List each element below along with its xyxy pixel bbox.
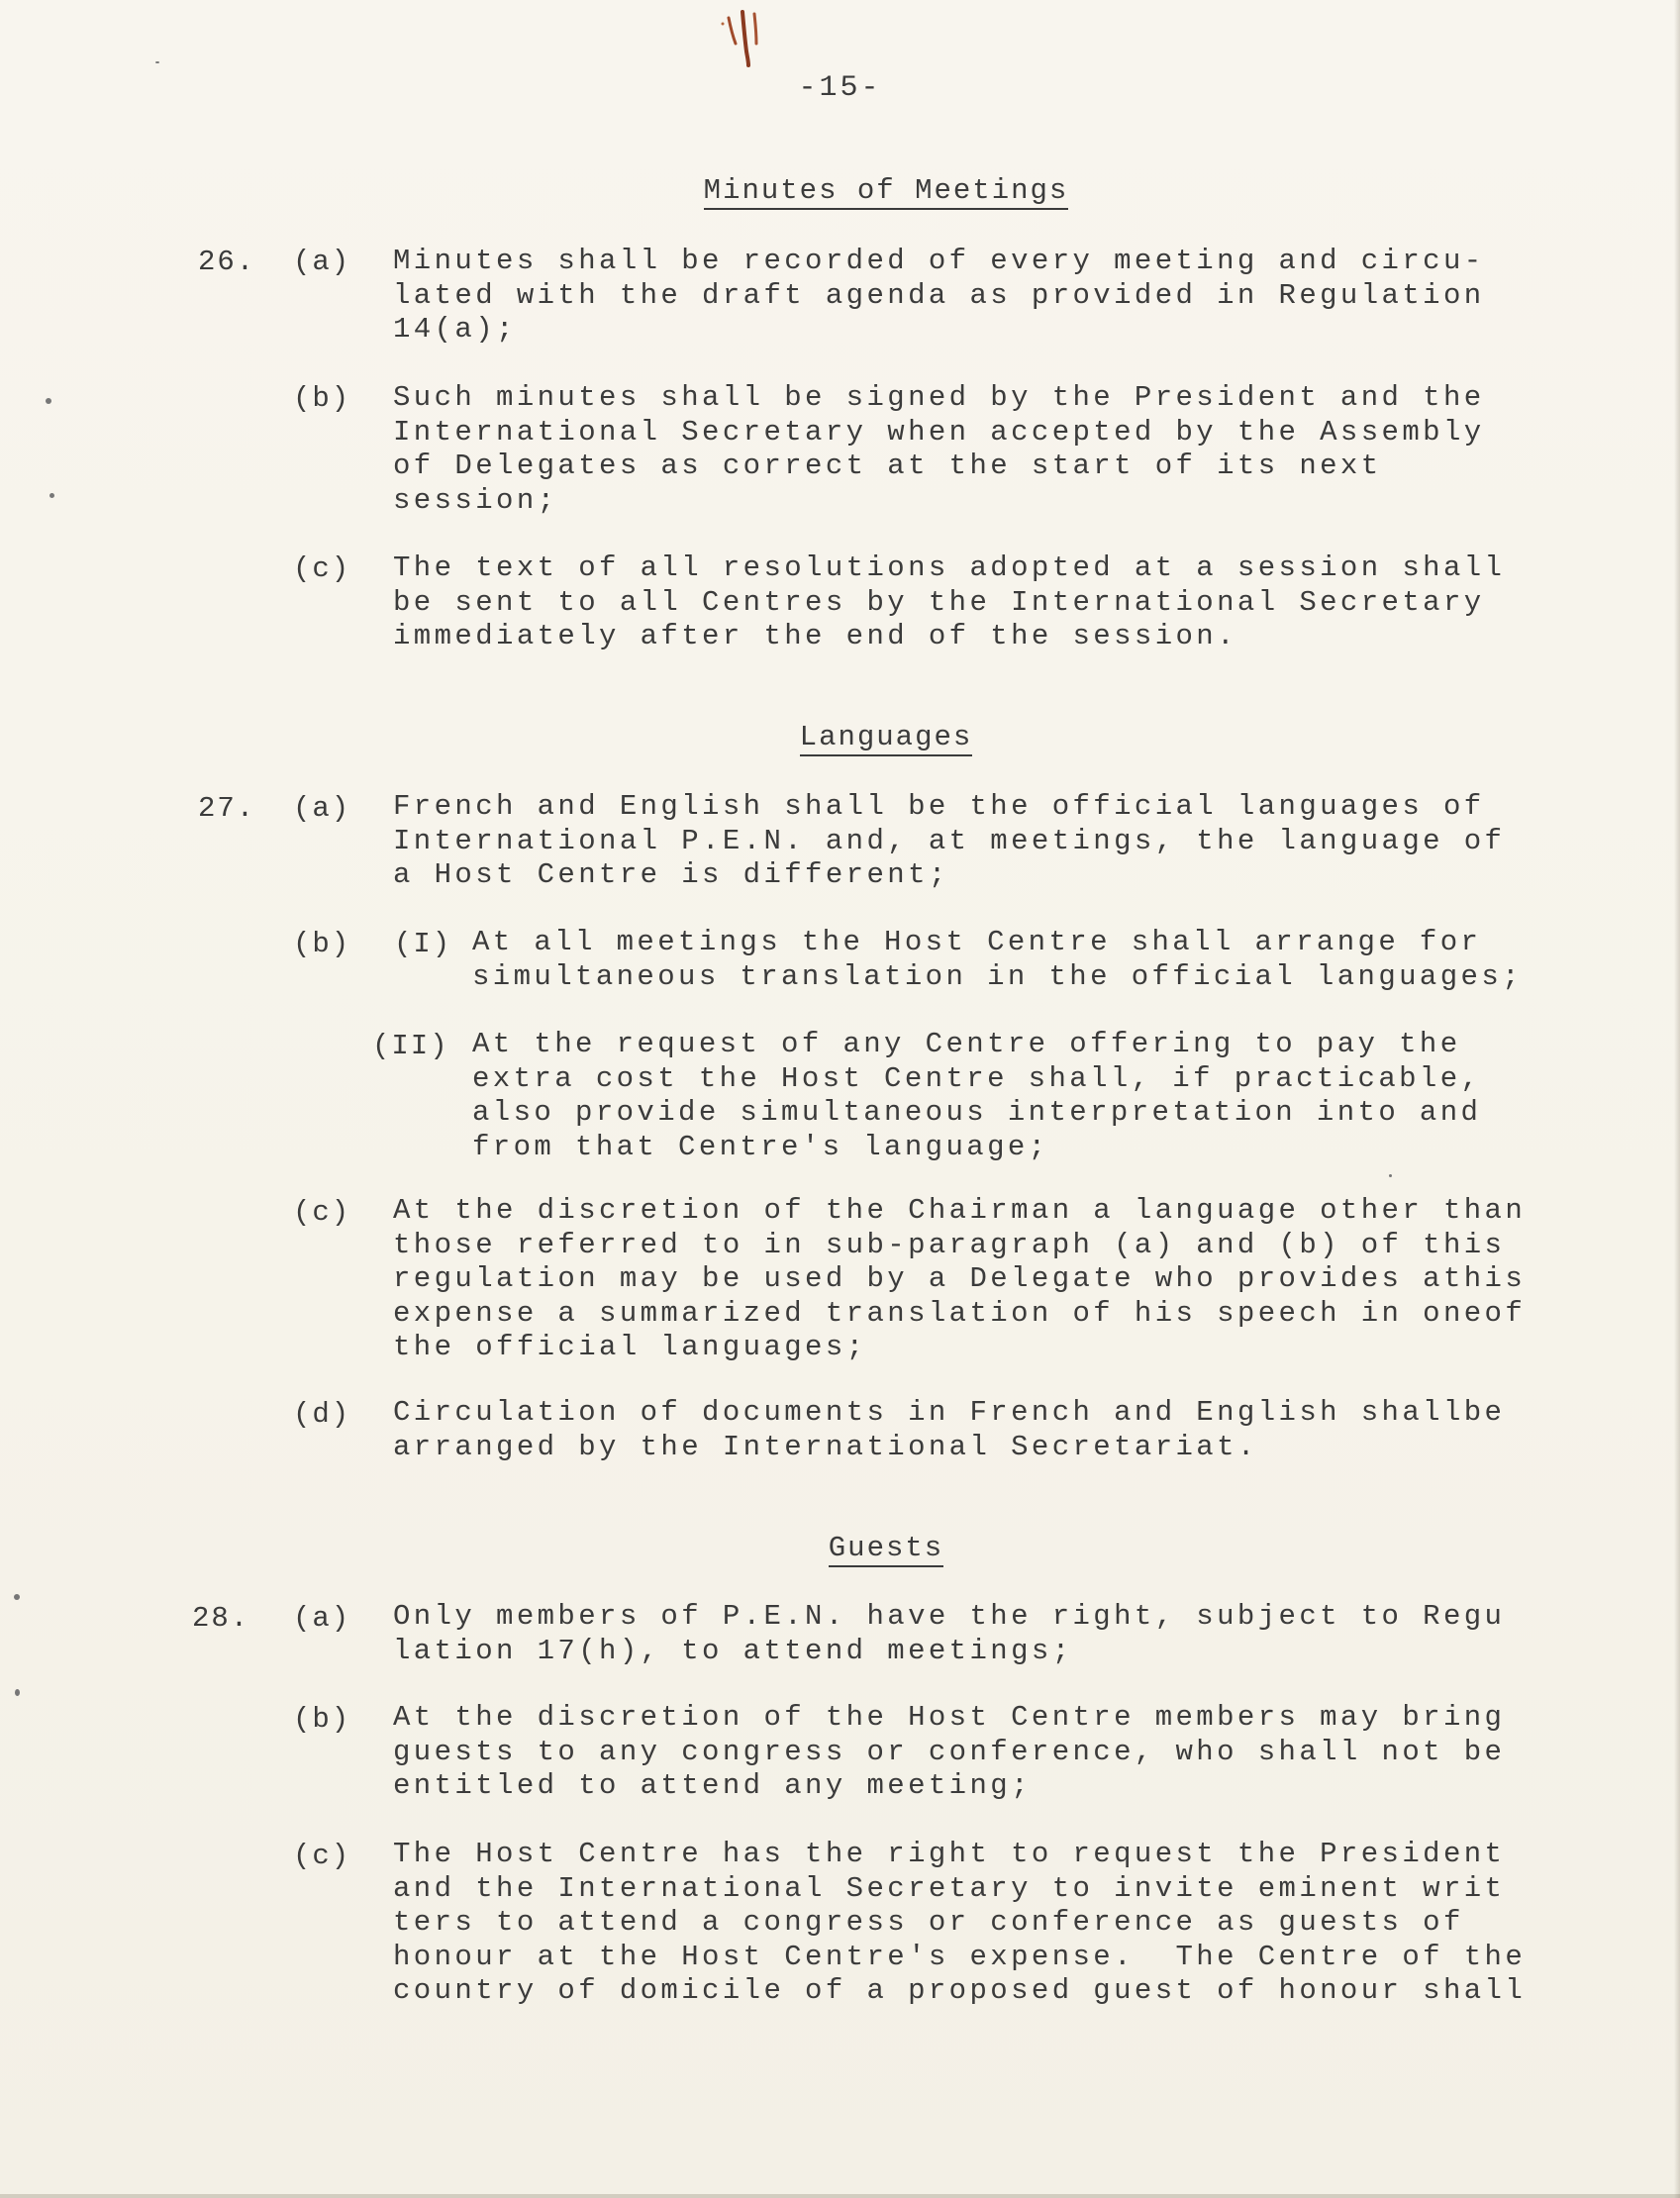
sub-item-label: (d) <box>293 1398 351 1431</box>
regulation-number: 26. <box>198 246 256 278</box>
sub-item-text: The Host Centre has the right to request the President and the International Secretary to invite eminent writ ters to attend a congress or conference as guests of honour at the Host Centre's expense. The Centre of the country of domicile of a proposed guest of honour shall <box>393 1838 1527 2007</box>
sub-item-label: (b) <box>293 382 351 415</box>
sub-item-label: (c) <box>293 552 351 585</box>
sub-item-text: The text of all resolutions adopted at a session shall be sent to all Centres by the International Secretary immediately after the end of the session. <box>393 551 1506 652</box>
section-heading-minutes: Minutes of Meetings <box>0 174 1680 210</box>
scan-speck <box>46 398 51 404</box>
sub-item-text: Circulation of documents in French and English shallbe arranged by the International Secretariat. <box>393 1396 1506 1463</box>
section-heading-guests: Guests <box>0 1532 1680 1567</box>
page-edge-shadow <box>1674 0 1680 2198</box>
section-heading-languages: Languages <box>0 721 1680 756</box>
scan-speck <box>14 1594 20 1600</box>
sub-item-text: At all meetings the Host Centre shall arrange for simultaneous translation in the official languages; <box>472 926 1523 993</box>
page-number: -15- <box>798 71 882 105</box>
scan-speck <box>1389 1174 1392 1177</box>
sub-item-label: (b) <box>293 1703 351 1736</box>
regulation-number: 28. <box>192 1602 250 1635</box>
sub-item-label: (b) <box>293 928 351 960</box>
scan-speck <box>155 61 159 63</box>
page-bottom-edge <box>0 2194 1680 2198</box>
sub-item-text: Only members of P.E.N. have the right, subject to Regu lation 17(h), to attend meetings; <box>393 1600 1506 1667</box>
ink-stain-mark <box>711 10 780 79</box>
sub-item-label: (II) <box>372 1030 449 1062</box>
sub-item-label: (c) <box>293 1840 351 1872</box>
sub-item-label: (a) <box>293 1602 351 1635</box>
sub-item-label: (a) <box>293 792 351 825</box>
sub-item-label: (a) <box>293 246 351 278</box>
scan-speck <box>49 493 54 498</box>
sub-item-text: At the discretion of the Host Centre members may bring guests to any congress or conference, who shall not be entitled to attend any meeting; <box>393 1701 1506 1802</box>
sub-item-text: Such minutes shall be signed by the President and the International Secretary when accepted by the Assembly of Delegates as correct at the start of its next session; <box>393 381 1485 517</box>
scan-speck <box>15 1689 20 1696</box>
sub-item-text: At the request of any Centre offering to pay the extra cost the Host Centre shall, if practicable, also provide simultaneous interpretation into and from that Centre's language; <box>472 1028 1482 1163</box>
sub-item-text: French and English shall be the official languages of International P.E.N. and, at meetings, the language of a Host Centre is different; <box>393 790 1506 891</box>
regulation-number: 27. <box>198 792 256 825</box>
sub-item-label: (I) <box>394 928 452 960</box>
sub-item-text: Minutes shall be recorded of every meeting and circu- lated with the draft agenda as provided in Regulation 14(a); <box>393 245 1485 346</box>
sub-item-label: (c) <box>293 1196 351 1229</box>
sub-item-text: At the discretion of the Chairman a language other than those referred to in sub-paragraph (a) and (b) of this regulation may be used by a Delegate who provides athis expense a summarized translation of his speech in oneof the official languages; <box>393 1194 1527 1363</box>
